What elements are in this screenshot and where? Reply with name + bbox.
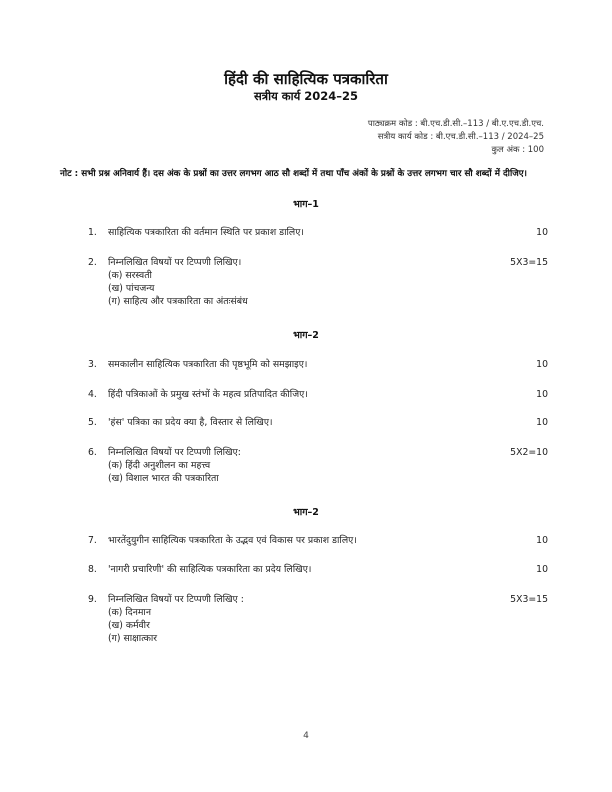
document-subtitle: सत्रीय कार्य 2024–25 — [253, 89, 359, 103]
question-marks: 10 — [536, 359, 548, 370]
question-number: 8. — [88, 564, 97, 575]
assignment-code: सत्रीय कार्य कोड : बी.एच.डी.सी.–113 / 2024–25 — [377, 132, 544, 142]
sub-question: (ख) विशाल भारत की पत्रकारिता — [108, 472, 219, 484]
question-text: साहित्यिक पत्रकारिता की वर्तमान स्थिति पर प्रकाश डालिए। — [108, 227, 304, 238]
instructions-note: नोट : सभी प्रश्न अनिवार्य हैं। दस अंक के प्रश्नों का उत्तर लगभग आठ सौ शब्दों में तथा पाँच अंकों के प्रश्नों के उत्तर लगभग चार सौ शब्दों में दीजिए। — [60, 169, 527, 179]
question-marks: 10 — [536, 417, 548, 428]
question-text: निम्नलिखित विषयों पर टिप्पणी लिखिए। — [108, 257, 242, 268]
course-code: पाठ्यक्रम कोड : बी.एच.डी.सी.–113 / बी.ए.एच.डी.एच. — [367, 119, 544, 129]
sub-question-list — [108, 607, 157, 645]
course-meta — [368, 118, 544, 157]
section-heading: भाग–1 — [293, 199, 319, 210]
page-number: 4 — [303, 731, 309, 741]
sub-question: (ग) साहित्य और पत्रकारिता का अंतःसंबंध — [108, 295, 248, 307]
sub-question: (क) दिनमान — [108, 607, 151, 618]
sub-question: (ख) पांचजन्य — [108, 282, 155, 294]
question-number: 3. — [88, 359, 97, 370]
question-number: 2. — [88, 257, 97, 268]
question-number: 7. — [88, 535, 97, 546]
question-text: निम्नलिखित विषयों पर टिप्पणी लिखिए: — [108, 447, 241, 458]
question-marks: 10 — [536, 564, 548, 575]
question-text: समकालीन साहित्यिक पत्रकारिता की पृष्ठभूमि को समझाइए। — [108, 359, 308, 370]
section-heading: भाग–2 — [293, 330, 319, 341]
total-marks: कुल अंक : 100 — [491, 145, 544, 155]
question-number: 6. — [88, 447, 97, 458]
question-marks: 5X2=10 — [510, 447, 548, 458]
question-number: 5. — [88, 417, 97, 428]
question-number: 9. — [88, 594, 97, 605]
question-marks: 10 — [536, 227, 548, 238]
question-marks: 10 — [536, 535, 548, 546]
sub-question: (क) हिंदी अनुशीलन का महत्त्व — [108, 460, 211, 471]
question-text: 'हंस' पत्रिका का प्रदेय क्या है, विस्तार से लिखिए। — [108, 417, 273, 428]
question-text: निम्नलिखित विषयों पर टिप्पणी लिखिए : — [108, 594, 244, 605]
question-number: 4. — [88, 389, 97, 400]
document-title: हिंदी की साहित्यिक पत्रकारिता — [224, 70, 388, 88]
question-number: 1. — [88, 227, 97, 238]
question-text: हिंदी पत्रिकाओं के प्रमुख स्तंभों के महत्व प्रतिपादित कीजिए। — [108, 389, 308, 400]
section-heading: भाग–2 — [293, 507, 319, 518]
sub-question: (ग) साक्षात्कार — [108, 632, 158, 644]
sub-question: (ख) कर्मवीर — [108, 619, 150, 631]
question-marks: 10 — [536, 389, 548, 400]
question-marks: 5X3=15 — [510, 594, 548, 605]
sub-question-list — [108, 460, 219, 486]
question-marks: 5X3=15 — [510, 257, 548, 268]
sub-question-list — [108, 270, 248, 308]
question-text: 'नागरी प्रचारिणी' की साहित्यिक पत्रकारिता का प्रदेय लिखिए। — [108, 564, 312, 575]
sub-question: (क) सरस्वती — [108, 270, 152, 281]
question-text: भारतेंदुयुगीन साहित्यिक पत्रकारिता के उद्भव एवं विकास पर प्रकाश डालिए। — [108, 535, 357, 546]
